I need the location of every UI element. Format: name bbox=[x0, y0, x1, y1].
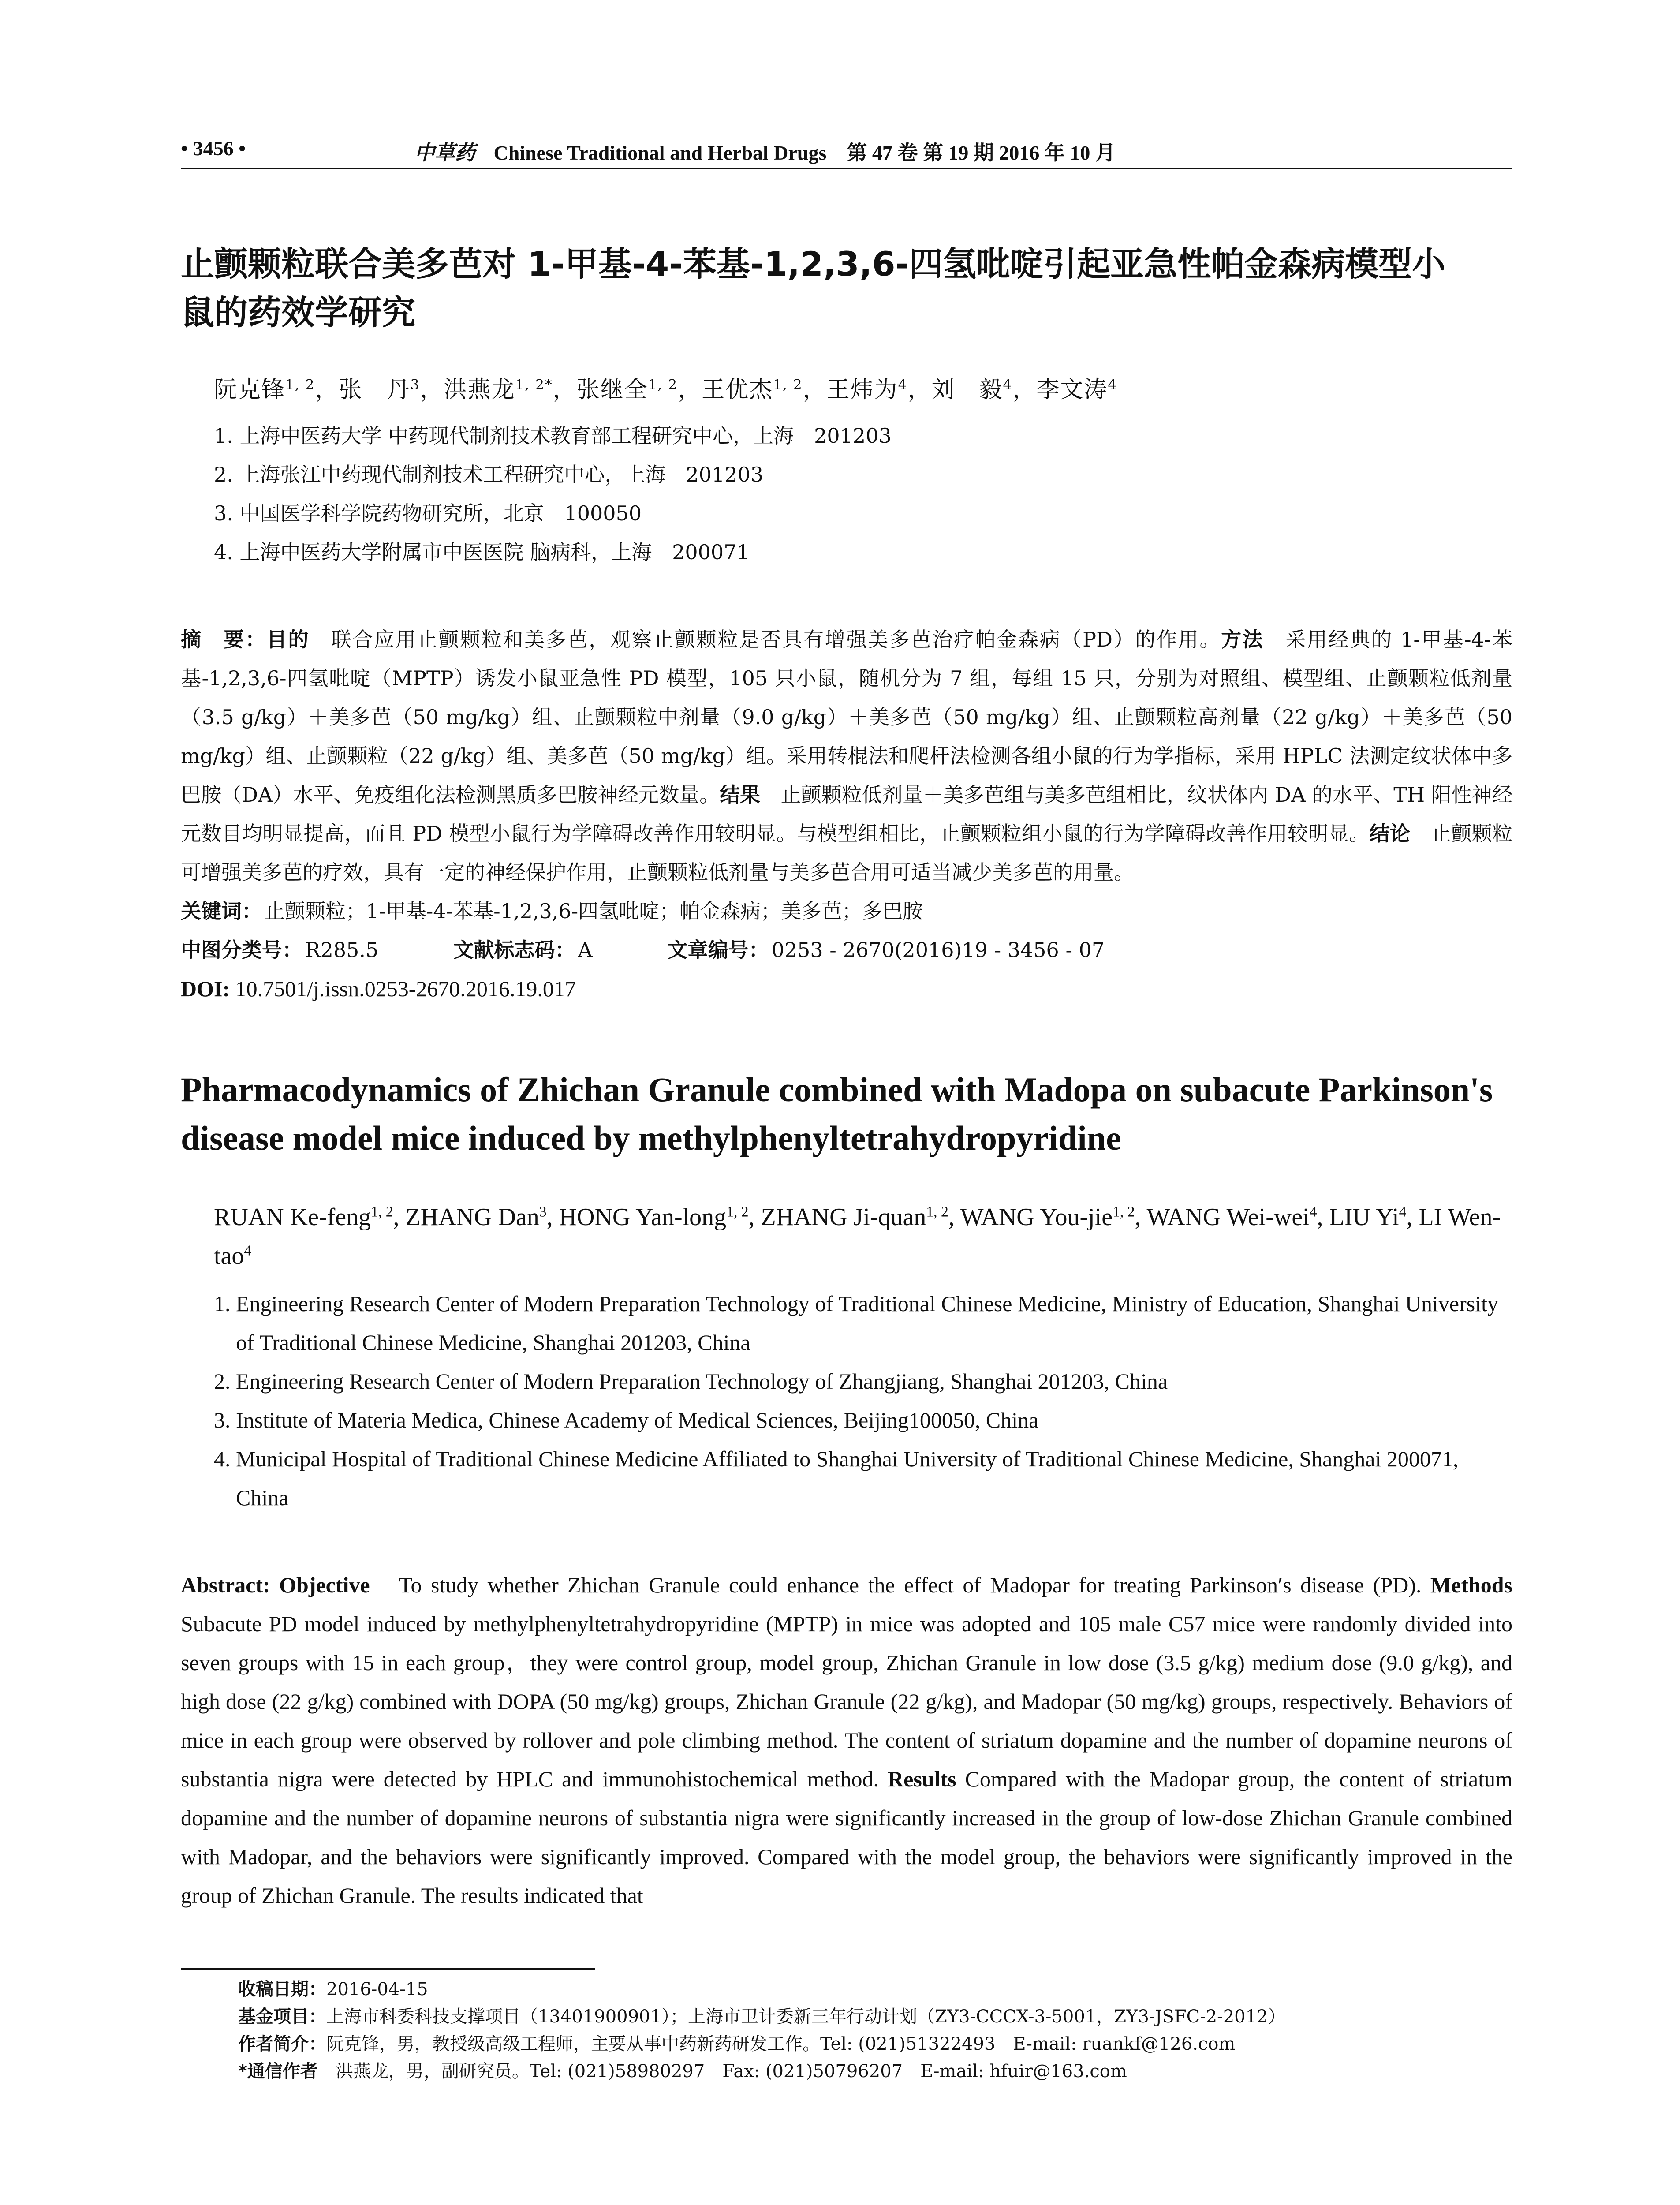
english-affiliation-list bbox=[214, 1284, 1512, 1517]
author-separator: , bbox=[1317, 1203, 1329, 1231]
clc-value: R285.5 bbox=[305, 938, 379, 962]
author-affiliation-marker: 3 bbox=[539, 1203, 547, 1220]
english-author-list bbox=[214, 1198, 1512, 1275]
english-abstract bbox=[181, 1566, 1512, 1915]
methods-label-en: Methods bbox=[1430, 1573, 1513, 1597]
conclusion-text: 止颤颗粒可增强美多芭的疗效，具有一定的神经保护作用，止颤颗粒低剂量与美多芭合用可适当减少美多芭的用量。 bbox=[181, 822, 1513, 884]
footnote-item bbox=[238, 2058, 1508, 2085]
objective-label-en: Objective bbox=[279, 1573, 370, 1597]
author-affiliation-marker: 1, 2 bbox=[773, 377, 803, 393]
footnote-label: 基金项目： bbox=[238, 2007, 326, 2027]
running-header bbox=[181, 132, 1512, 169]
footnote-text: 上海市科委科技支撑项目（13401900901）；上海市卫计委新三年行动计划（ZY3-CCCX-3-5001，ZY3-JSFC-2-2012） bbox=[326, 2007, 1286, 2027]
affiliation-item: 4. 上海中医药大学附属市中医医院 脑病科，上海 200071 bbox=[214, 540, 750, 564]
clc-label: 中图分类号： bbox=[181, 938, 302, 962]
results-text: 止颤颗粒低剂量＋美多芭组与美多芭组相比，纹状体内 DA 的水平、TH 阳性神经元数目均明显提高，而且 PD 模型小鼠行为学障碍改善作用较明显。与模型组相比，止颤颗粒组小鼠的行为学障碍改善作用较明显。 bbox=[181, 783, 1513, 845]
chinese-author-list bbox=[214, 372, 1512, 407]
methods-text: 采用经典的 1-甲基-4-苯基-1,2,3,6-四氢吡啶（MPTP）诱发小鼠亚急性 PD 模型，105 只小鼠，随机分为 7 组，每组 15 只，分别为对照组、模型组、止颤颗粒低剂量（3.5 g/kg）＋美多芭（50 mg/kg）组、止颤颗粒中剂量（9.0 g/kg）＋美多芭（50 mg/kg）组、止颤颗粒高剂量（22 g/kg）＋美多芭（50 mg/kg）组、止颤颗粒（22 g/kg）组、美多芭（50 mg/kg）组。采用转棍法和爬杆法检测各组小鼠的行为学指标，采用 HPLC 法测定纹状体中多巴胺（DA）水平、免疫组化法检测黑质多巴胺神经元数量。 bbox=[181, 628, 1513, 807]
author-separator: , bbox=[748, 1203, 761, 1231]
footnote-text: 2016-04-15 bbox=[326, 1979, 428, 1999]
author-name: WANG Wei-wei bbox=[1146, 1203, 1310, 1231]
page-number: • 3456 • bbox=[181, 137, 246, 160]
author-separator: ， bbox=[420, 377, 444, 403]
author-name: 张 丹 bbox=[339, 377, 411, 403]
chinese-affiliation-list bbox=[214, 416, 1512, 572]
footnote-text: 洪燕龙，男，副研究员。Tel: (021)58980297 Fax: (021)50796207 E-mail: hfuir@163.com bbox=[317, 2061, 1127, 2082]
journal-info bbox=[414, 137, 1116, 166]
affiliation-item: 4. Municipal Hospital of Traditional Chinese Medicine Affiliated to Shanghai University of Traditional Chinese Medicine, Shanghai 200071, China bbox=[214, 1446, 1459, 1510]
author-affiliation-marker: 1, 2 bbox=[726, 1203, 749, 1220]
journal-logo: 中草药 bbox=[414, 141, 475, 164]
author-separator: , bbox=[948, 1203, 960, 1231]
affiliation-item: 3. Institute of Materia Medica, Chinese Academy of Medical Sciences, Beijing100050, China bbox=[214, 1408, 1039, 1432]
author-affiliation-marker: 4 bbox=[1003, 377, 1013, 393]
doi-value: 10.7501/j.issn.0253-2670.2016.19.017 bbox=[235, 976, 576, 1001]
affiliation-item: 3. 中国医学科学院药物研究所，北京 100050 bbox=[214, 501, 642, 525]
author-separator: , bbox=[546, 1203, 559, 1231]
author-name: WANG You-jie bbox=[960, 1203, 1113, 1231]
author-name: 阮克锋 bbox=[214, 377, 286, 403]
english-title: Pharmacodynamics of Zhichan Granule combined with Madopa on subacute Parkinson's disease model mice induced by methylphenyltetrahydropyridine bbox=[181, 1070, 1493, 1157]
abstract-label: 摘 要： bbox=[181, 628, 267, 651]
affiliation-item: 1. Engineering Research Center of Modern Preparation Technology of Traditional Chinese Medicine, Ministry of Education, Shanghai University of Traditional Chinese Medicine, Shanghai 201203, China bbox=[214, 1291, 1499, 1355]
footnote-item bbox=[238, 2030, 1508, 2058]
author-name: 王优杰 bbox=[702, 377, 773, 403]
doc-code-value: A bbox=[578, 938, 593, 962]
author-affiliation-marker: 4 bbox=[1108, 377, 1118, 393]
footnote-label: 作者简介： bbox=[238, 2034, 326, 2054]
author-affiliation-marker: 1, 2* bbox=[515, 377, 553, 393]
footnotes bbox=[238, 1976, 1508, 2085]
author-name: LI Wen-tao bbox=[214, 1203, 1501, 1270]
doc-code-label: 文献标志码： bbox=[453, 938, 575, 962]
paper-page bbox=[181, 132, 1512, 1915]
author-separator: , bbox=[1406, 1203, 1419, 1231]
affiliation-item: 2. 上海张江中药现代制剂技术工程研究中心，上海 201203 bbox=[214, 463, 764, 486]
author-name: ZHANG Dan bbox=[405, 1203, 539, 1231]
keywords-label: 关键词： bbox=[181, 899, 262, 923]
objective-label: 目的 bbox=[266, 628, 310, 651]
author-separator: , bbox=[1135, 1203, 1147, 1231]
footnote-item bbox=[238, 2003, 1508, 2030]
author-name: ZHANG Ji-quan bbox=[761, 1203, 926, 1231]
keywords-line bbox=[181, 892, 1512, 931]
doi-line bbox=[181, 969, 1512, 1008]
results-text-en: Compared with the Madopar group, the content of striatum dopamine and the number of dopamine neurons of substantia nigra were significantly increased in the group of low-dose Zhichan Granule combined with Madopar, and the behaviors were significantly improved. Compared with the model group, the behaviors were significantly improved in the group of Zhichan Granule. The results indicated that bbox=[181, 1767, 1513, 1908]
author-name: 张继全 bbox=[576, 377, 648, 403]
footnote-text: 阮克锋，男，教授级高级工程师，主要从事中药新药研发工作。Tel: (021)51322493 E-mail: ruankf@126.com bbox=[326, 2034, 1236, 2054]
author-separator: ， bbox=[678, 377, 702, 403]
author-affiliation-marker: 4 bbox=[898, 377, 908, 393]
affiliation-item: 2. Engineering Research Center of Modern Preparation Technology of Zhangjiang, Shanghai 201203, China bbox=[214, 1369, 1168, 1394]
author-affiliation-marker: 1, 2 bbox=[1113, 1203, 1135, 1220]
author-separator: ， bbox=[803, 377, 827, 403]
abstract-label-en: Abstract: bbox=[181, 1573, 270, 1597]
author-separator: ， bbox=[907, 377, 932, 403]
author-affiliation-marker: 1, 2 bbox=[926, 1203, 948, 1220]
footnote-divider bbox=[181, 1968, 595, 1970]
author-affiliation-marker: 1, 2 bbox=[285, 377, 315, 393]
classification-line bbox=[181, 931, 1512, 969]
author-separator: ， bbox=[553, 377, 577, 403]
doi-label: DOI: bbox=[181, 976, 230, 1001]
keywords-text: 止颤颗粒；1-甲基-4-苯基-1,2,3,6-四氢吡啶；帕金森病；美多芭；多巴胺 bbox=[265, 899, 923, 923]
journal-name: Chinese Traditional and Herbal Drugs 第 47 卷 第 19 期 2016 年 10 月 bbox=[493, 142, 1116, 164]
author-affiliation-marker: 4 bbox=[1399, 1203, 1407, 1220]
footnote-item bbox=[238, 1976, 1508, 2003]
footnote-label: *通信作者 bbox=[238, 2061, 318, 2082]
author-affiliation-marker: 3 bbox=[410, 377, 420, 393]
chinese-abstract bbox=[181, 620, 1512, 1008]
author-name: 李文涛 bbox=[1036, 377, 1108, 403]
results-label: 结果 bbox=[720, 783, 761, 807]
author-name: RUAN Ke-feng bbox=[214, 1203, 371, 1231]
objective-text: 联合应用止颤颗粒和美多芭，观察止颤颗粒是否具有增强美多芭治疗帕金森病（PD）的作用。 bbox=[331, 628, 1221, 651]
article-no-value: 0253 - 2670(2016)19 - 3456 - 07 bbox=[771, 938, 1105, 962]
author-separator: ， bbox=[315, 377, 339, 403]
footnote-label: 收稿日期： bbox=[238, 1979, 326, 1999]
methods-text-en: Subacute PD model induced by methylphenyltetrahydropyridine (MPTP) in mice was adopted and 105 male C57 mice were randomly divided into seven groups with 15 in each group，they were control group, model group, Zhichan Granule in low dose (3.5 g/kg) medium dose (9.0 g/kg), and high dose (22 g/kg) combined with DOPA (50 mg/kg) groups, Zhichan Granule (22 g/kg), and Madopar (50 mg/kg) groups, respectively. Behaviors of mice in each group were observed by rollover and pole climbing method. The content of striatum dopamine and the number of dopamine neurons of substantia nigra were detected by HPLC and immunohistochemical method. bbox=[181, 1611, 1512, 1791]
affiliation-item: 1. 上海中医药大学 中药现代制剂技术教育部工程研究中心，上海 201203 bbox=[214, 424, 892, 448]
results-label-en: Results bbox=[888, 1767, 956, 1791]
author-affiliation-marker: 4 bbox=[1309, 1203, 1317, 1220]
methods-label: 方法 bbox=[1221, 628, 1264, 651]
objective-text-en: To study whether Zhichan Granule could enhance the effect of Madopar for treating Parkinson′s disease (PD). bbox=[399, 1573, 1422, 1597]
author-name: HONG Yan-long bbox=[559, 1203, 727, 1231]
author-name: 王炜为 bbox=[826, 377, 898, 403]
author-separator: , bbox=[393, 1203, 406, 1231]
author-affiliation-marker: 4 bbox=[244, 1242, 252, 1259]
author-name: 洪燕龙 bbox=[444, 377, 515, 403]
conclusion-label: 结论 bbox=[1369, 822, 1411, 845]
article-no-label: 文章编号： bbox=[667, 938, 769, 962]
author-name: LIU Yi bbox=[1329, 1203, 1399, 1231]
author-separator: ， bbox=[1012, 377, 1037, 403]
chinese-title: 止颤颗粒联合美多芭对 1-甲基-4-苯基-1,2,3,6-四氢吡啶引起亚急性帕金森病模型小鼠的药效学研究 bbox=[181, 244, 1446, 332]
author-affiliation-marker: 1, 2 bbox=[648, 377, 678, 393]
author-affiliation-marker: 1, 2 bbox=[371, 1203, 393, 1220]
author-name: 刘 毅 bbox=[931, 377, 1003, 403]
